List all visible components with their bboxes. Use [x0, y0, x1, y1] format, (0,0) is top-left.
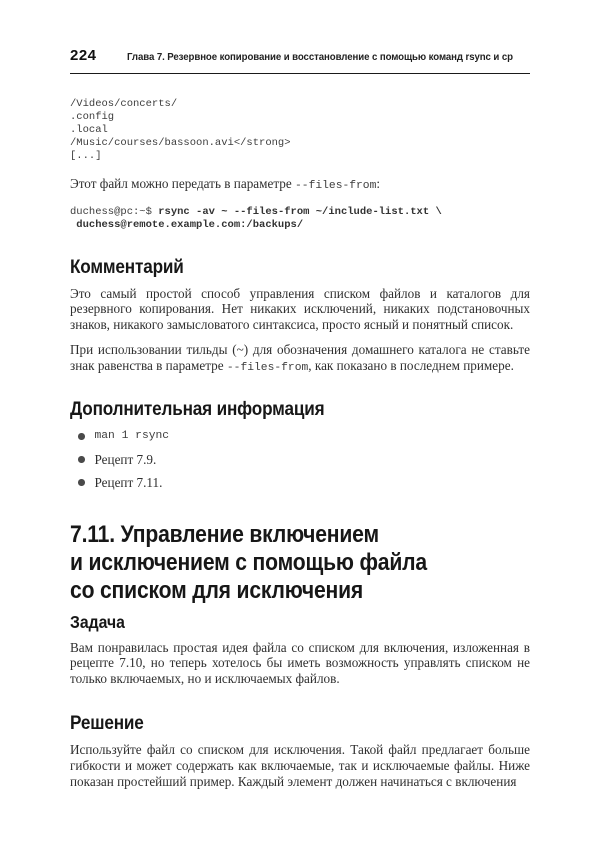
bullet-icon [78, 433, 85, 440]
discussion-paragraph-2 [70, 342, 530, 376]
discussion-text: При использовании тильды (~) для обозначения домашнего каталога не ставьте знак равенства в параметре [70, 342, 530, 373]
see-also-list [70, 429, 530, 498]
solution-paragraph: Используйте файл со списком для исключения. Такой файл предлагает больше гибкости и может содержать как включаемые, так и исключаемые файлы. Ниже показан простейший пример. Каждый элемент должен начинаться с включения [70, 742, 530, 789]
shell-prompt: duchess@pc:~$ [70, 205, 159, 218]
discussion-text-suffix: , как показано в последнем примере. [308, 357, 514, 373]
discussion-paragraph-1: Это самый простой способ управления списком файлов и каталогов для резервного копирования. Нет никаких исключений, никаких подстановочных знаков, никакого замысловатого синтаксиса, просто ясный и понятный список. [70, 285, 530, 332]
problem-heading: Задача [70, 611, 125, 632]
code-line: /Music/courses/bassoon.avi</strong> [70, 137, 291, 149]
see-also-man-rsync: man 1 rsync [94, 429, 170, 442]
intro-text: Этот файл можно передать в параметре [70, 176, 296, 191]
command-line-1 [70, 206, 530, 219]
list-item [70, 429, 530, 452]
discussion-heading: Комментарий [70, 255, 184, 278]
see-also-heading: Дополнительная информация [70, 397, 325, 420]
problem-paragraph: Вам понравилась простая идея файла со списком для включения, изложенная в рецепте 7.10, но теперь хотелось бы иметь возможность управлять списком не только включаемых, но и исключаемых файлов. [70, 639, 530, 686]
recipe-711-title [70, 521, 530, 605]
recipe-title-line-2: и исключением с помощью файла [70, 548, 427, 576]
see-also-recipe-711: Рецепт 7.11. [94, 474, 163, 490]
code-line: [...] [70, 150, 102, 162]
intro-text-suffix: : [376, 176, 381, 191]
page-content [70, 0, 530, 789]
recipe-title-line-1: 7.11. Управление включением [70, 520, 379, 548]
code-line: .config [70, 111, 115, 123]
command-text: rsync -av ~ --files-from ~/include-list.txt \ [158, 205, 442, 218]
page-number: 224 [70, 47, 97, 64]
command-line-2: duchess@remote.example.com:/backups/ [70, 218, 304, 231]
code-line: .local [70, 124, 108, 136]
inline-code-files-from: --files-from [295, 180, 377, 192]
code-line: /Videos/concerts/ [70, 98, 178, 110]
solution-heading: Решение [70, 712, 144, 735]
running-header [70, 0, 530, 74]
bullet-icon [78, 456, 85, 463]
rsync-command-block [70, 206, 530, 232]
inline-code-files-from-2: --files-from [226, 361, 309, 374]
chapter-title: Глава 7. Резервное копирование и восстановление с помощью команд rsync и cp [126, 51, 513, 63]
see-also-recipe-79: Рецепт 7.9. [94, 451, 157, 467]
intro-paragraph [70, 176, 530, 195]
recipe-title-line-3: со списком для исключения [70, 576, 364, 604]
bullet-icon [78, 479, 85, 486]
include-list-code-block [70, 98, 530, 163]
list-item [70, 452, 530, 475]
list-item [70, 475, 530, 498]
